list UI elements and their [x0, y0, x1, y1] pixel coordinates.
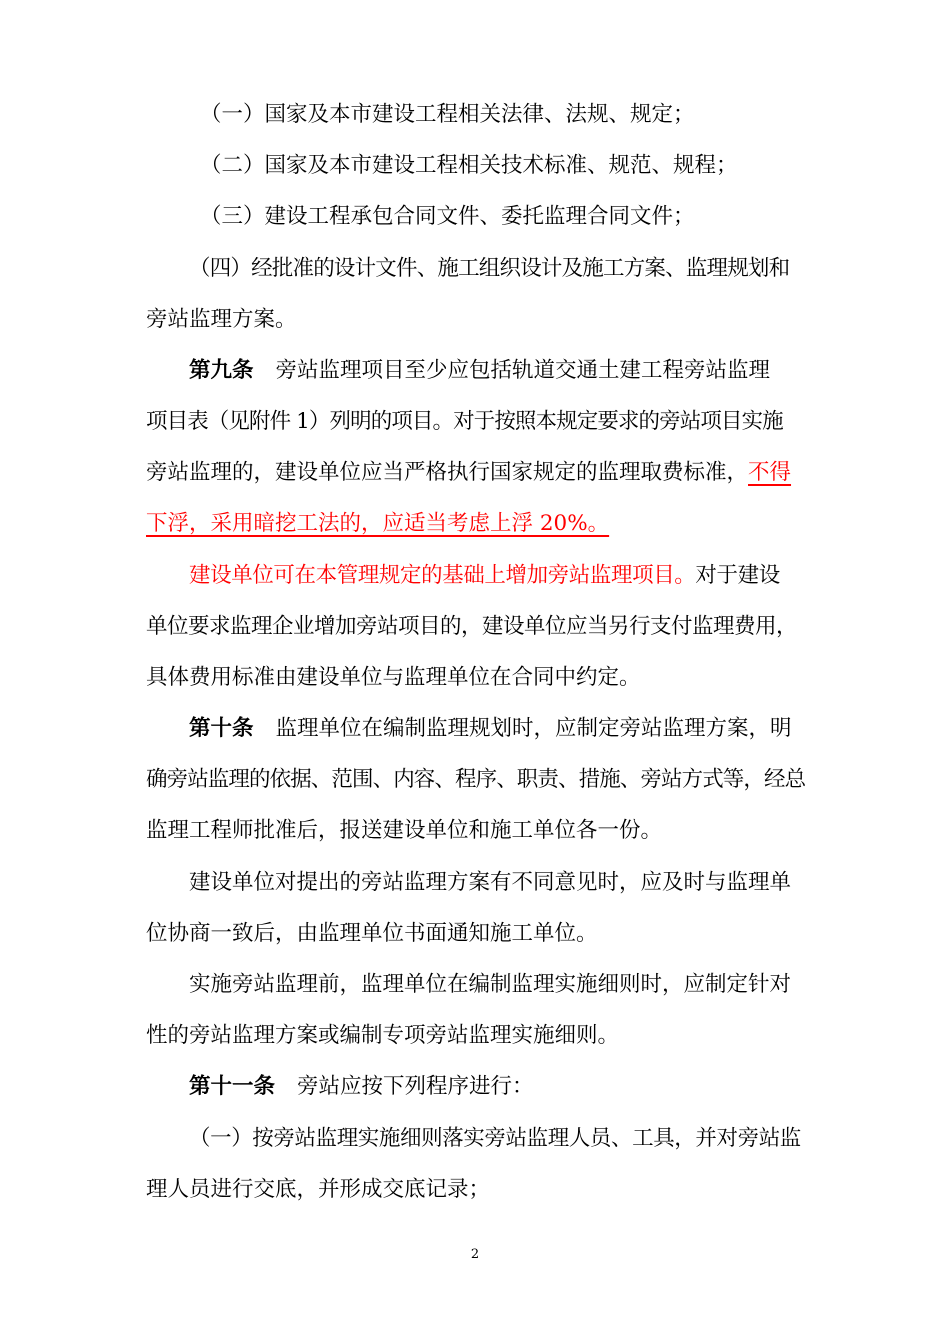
- paragraph-text: 监理单位在编制监理规划时，应制定旁站监理方案，明: [275, 716, 792, 741]
- paragraph-line: [146, 458, 810, 488]
- paragraph-line: [146, 509, 810, 539]
- paragraph-line: （二）国家及本市建设工程相关技术标准、规范、规程；: [200, 153, 738, 178]
- article-9-heading: 第九条: [189, 358, 254, 383]
- paragraph-line: （三）建设工程承包合同文件、委托监理合同文件；: [200, 204, 695, 229]
- paragraph-text: 对于建设: [695, 563, 780, 588]
- article-11-first-line: [189, 1072, 853, 1102]
- paragraph-line: （一）国家及本市建设工程相关法律、法规、规定；: [200, 102, 695, 127]
- highlighted-text: 不得: [748, 460, 792, 485]
- paragraph-line: [146, 765, 810, 795]
- paragraph-line: [146, 612, 810, 642]
- paragraph-line: 实施旁站监理前，监理单位在编制监理实施细则时，应制定针对: [189, 972, 792, 997]
- paragraph-line: （四）经批准的设计文件、施工组织设计及施工方案、监理规划和: [189, 256, 790, 281]
- paragraph-text: 旁站监理的，建设单位应当严格执行国家规定的监理取费标准，: [146, 460, 749, 485]
- article-9-first-line: [189, 356, 853, 386]
- paragraph-line: 旁站监理方案。: [146, 307, 297, 332]
- paragraph-line: 建设单位对提出的旁站监理方案有不同意见时，应及时与监理单: [189, 870, 792, 895]
- paragraph-line: （一）按旁站监理实施细则落实旁站监理人员、工具，并对旁站监: [189, 1126, 801, 1151]
- paragraph-text: 旁站监理项目至少应包括轨道交通土建工程旁站监理: [275, 358, 771, 383]
- paragraph-line: 位协商一致后，由监理单位书面通知施工单位。: [146, 921, 598, 946]
- paragraph-text: 单位要求监理企业增加旁站项目的，建设单位应当另行支付监理费用，: [146, 614, 798, 639]
- paragraph-line: 具体费用标准由建设单位与监理单位在合同中约定。: [146, 665, 641, 690]
- paragraph-text: 旁站应按下列程序进行：: [297, 1074, 534, 1099]
- paragraph-text: 确旁站监理的依据、范围、内容、程序、职责、措施、旁站方式等，经总: [146, 767, 806, 792]
- paragraph-line: 监理工程师批准后，报送建设单位和施工单位各一份。: [146, 818, 663, 843]
- paragraph-line: [146, 407, 810, 437]
- paragraph-line: 性的旁站监理方案或编制专项旁站监理实施细则。: [146, 1023, 620, 1048]
- paragraph-line: [189, 561, 853, 591]
- highlighted-text: 建设单位可在本管理规定的基础上增加旁站监理项目。: [189, 563, 696, 588]
- paragraph-text: 项目表（见附件 1）列明的项目。对于按照本规定要求的旁站项目实施: [146, 409, 783, 434]
- article-10-first-line: [189, 714, 853, 744]
- page-number: 2: [470, 1247, 480, 1262]
- article-11-heading: 第十一条: [189, 1074, 276, 1099]
- article-10-heading: 第十条: [189, 716, 254, 741]
- paragraph-line: 理人员进行交底，并形成交底记录；: [146, 1177, 491, 1202]
- highlighted-text: 下浮，采用暗挖工法的，应适当考虑上浮 20%。: [146, 511, 610, 536]
